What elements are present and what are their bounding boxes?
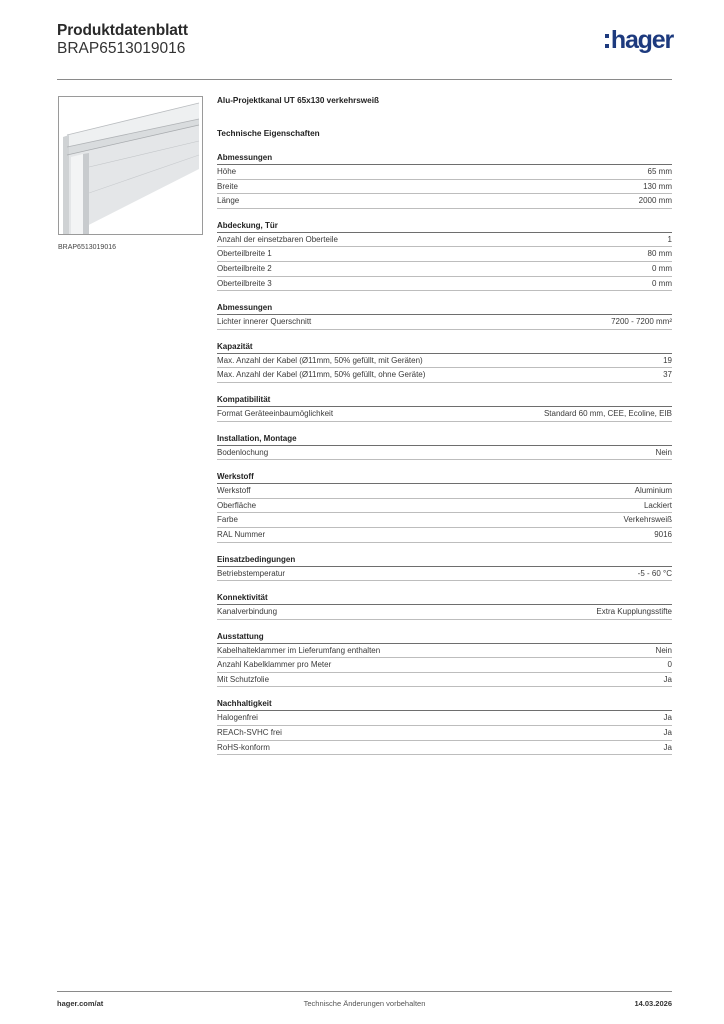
footer-website: hager.com/at <box>57 999 104 1008</box>
spec-label: Kabelhalteklammer im Lieferumfang enthalten <box>217 645 381 655</box>
spec-value: Ja <box>663 674 672 684</box>
spec-row <box>217 528 672 543</box>
spec-label: Oberteilbreite 2 <box>217 263 272 273</box>
spec-row <box>217 194 672 209</box>
spec-label: Werkstoff <box>217 486 251 496</box>
spec-label: Farbe <box>217 515 238 525</box>
spec-row <box>217 277 672 292</box>
footer-disclaimer: Technische Änderungen vorbehalten <box>303 999 426 1008</box>
section-title: Werkstoff <box>217 471 672 484</box>
spec-row <box>217 567 672 582</box>
spec-value: Nein <box>655 447 672 457</box>
spec-sections <box>217 152 672 755</box>
spec-row <box>217 605 672 620</box>
spec-label: Oberteilbreite 3 <box>217 278 272 288</box>
spec-section <box>217 152 672 209</box>
spec-label: Anzahl der einsetzbaren Oberteile <box>217 234 338 244</box>
spec-label: Kanalverbindung <box>217 607 278 617</box>
spec-value: 0 <box>667 660 672 670</box>
section-title: Abdeckung, Tür <box>217 220 672 233</box>
document-title: Produktdatenblatt <box>57 22 188 39</box>
spec-row <box>217 484 672 499</box>
spec-label: Format Geräteeinbaumöglichkeit <box>217 408 334 418</box>
spec-value: 2000 mm <box>638 196 672 206</box>
spec-value: 0 mm <box>652 263 672 273</box>
spec-value: Extra Kupplungsstifte <box>596 607 672 617</box>
spec-label: Höhe <box>217 167 237 176</box>
spec-value: 130 mm <box>643 181 672 191</box>
page-header <box>57 22 677 62</box>
section-title: Ausstattung <box>217 631 672 644</box>
spec-label: Mit Schutzfolie <box>217 674 270 684</box>
spec-row <box>217 499 672 514</box>
logo-colon-icon <box>605 34 609 48</box>
spec-value: Verkehrsweiß <box>623 515 672 525</box>
spec-section <box>217 698 672 755</box>
spec-value: 1 <box>667 234 672 244</box>
spec-value: 0 mm <box>652 278 672 288</box>
cable-duct-profile-image <box>59 97 203 235</box>
logo-text: hager <box>610 26 673 54</box>
spec-value: Standard 60 mm, CEE, Ecoline, EIB <box>543 408 672 418</box>
spec-section <box>217 471 672 542</box>
spec-value: Nein <box>655 645 672 655</box>
spec-row <box>217 180 672 195</box>
spec-row <box>217 315 672 330</box>
spec-value: Ja <box>663 742 672 752</box>
spec-label: Länge <box>217 196 240 206</box>
spec-label: RAL Nummer <box>217 529 266 539</box>
product-name: Alu-Projektkanal UT 65x130 verkehrsweiß <box>217 96 380 105</box>
spec-section <box>217 554 672 582</box>
spec-value: Ja <box>663 728 672 738</box>
spec-label: Bodenlochung <box>217 447 269 457</box>
spec-label: Betriebstemperatur <box>217 568 286 578</box>
spec-label: RoHS-konform <box>217 742 270 752</box>
spec-row <box>217 262 672 277</box>
spec-row <box>217 658 672 673</box>
header-divider <box>57 79 672 80</box>
spec-row <box>217 247 672 262</box>
spec-row <box>217 354 672 369</box>
spec-row <box>217 165 672 180</box>
section-title: Kompatibilität <box>217 394 672 407</box>
spec-value: Lackiert <box>643 500 672 510</box>
spec-label: REACh-SVHC frei <box>217 728 282 738</box>
spec-row <box>217 368 672 383</box>
spec-row <box>217 233 672 248</box>
spec-row <box>217 644 672 659</box>
section-title: Einsatzbedingungen <box>217 554 672 567</box>
hager-logo <box>605 26 673 54</box>
spec-row <box>217 726 672 741</box>
spec-label: Lichter innerer Querschnitt <box>217 317 312 327</box>
spec-label: Halogenfrei <box>217 713 258 723</box>
section-title: Abmessungen <box>217 302 672 315</box>
spec-row <box>217 711 672 726</box>
image-caption: BRAP6513019016 <box>58 244 116 251</box>
footer-date: 14.03.2026 <box>634 999 672 1008</box>
spec-label: Breite <box>217 181 238 191</box>
spec-row <box>217 446 672 461</box>
spec-section <box>217 433 672 461</box>
spec-value: 7200 - 7200 mm² <box>611 317 672 327</box>
spec-row <box>217 673 672 688</box>
spec-row <box>217 741 672 756</box>
section-title: Installation, Montage <box>217 433 672 446</box>
product-image <box>58 96 203 235</box>
spec-label: Oberteilbreite 1 <box>217 249 272 259</box>
spec-section <box>217 302 672 330</box>
spec-value: -5 - 60 °C <box>637 568 672 578</box>
spec-label: Max. Anzahl der Kabel (Ø11mm, 50% gefüllt, mit Geräten) <box>217 355 423 365</box>
spec-value: Ja <box>663 713 672 723</box>
spec-section <box>217 394 672 422</box>
spec-value: 37 <box>663 370 672 380</box>
section-title: Kapazität <box>217 341 672 354</box>
footer-divider <box>57 991 672 992</box>
section-title: Konnektivität <box>217 592 672 605</box>
spec-row <box>217 513 672 528</box>
spec-label: Max. Anzahl der Kabel (Ø11mm, 50% gefüllt, ohne Geräte) <box>217 370 426 380</box>
spec-value: 65 mm <box>647 167 672 176</box>
spec-section <box>217 592 672 620</box>
spec-value: 9016 <box>654 529 672 539</box>
spec-label: Oberfläche <box>217 500 257 510</box>
spec-row <box>217 407 672 422</box>
product-specifications <box>217 96 672 755</box>
spec-section <box>217 220 672 291</box>
section-title: Nachhaltigkeit <box>217 698 672 711</box>
article-number: BRAP6513019016 <box>57 40 186 57</box>
spec-value: 19 <box>663 355 672 365</box>
technical-properties-heading: Technische Eigenschaften <box>217 129 320 138</box>
spec-section <box>217 341 672 383</box>
spec-value: Aluminium <box>634 486 672 496</box>
spec-section <box>217 631 672 688</box>
spec-value: 80 mm <box>647 249 672 259</box>
spec-label: Anzahl Kabelklammer pro Meter <box>217 660 332 670</box>
section-title: Abmessungen <box>217 152 672 165</box>
